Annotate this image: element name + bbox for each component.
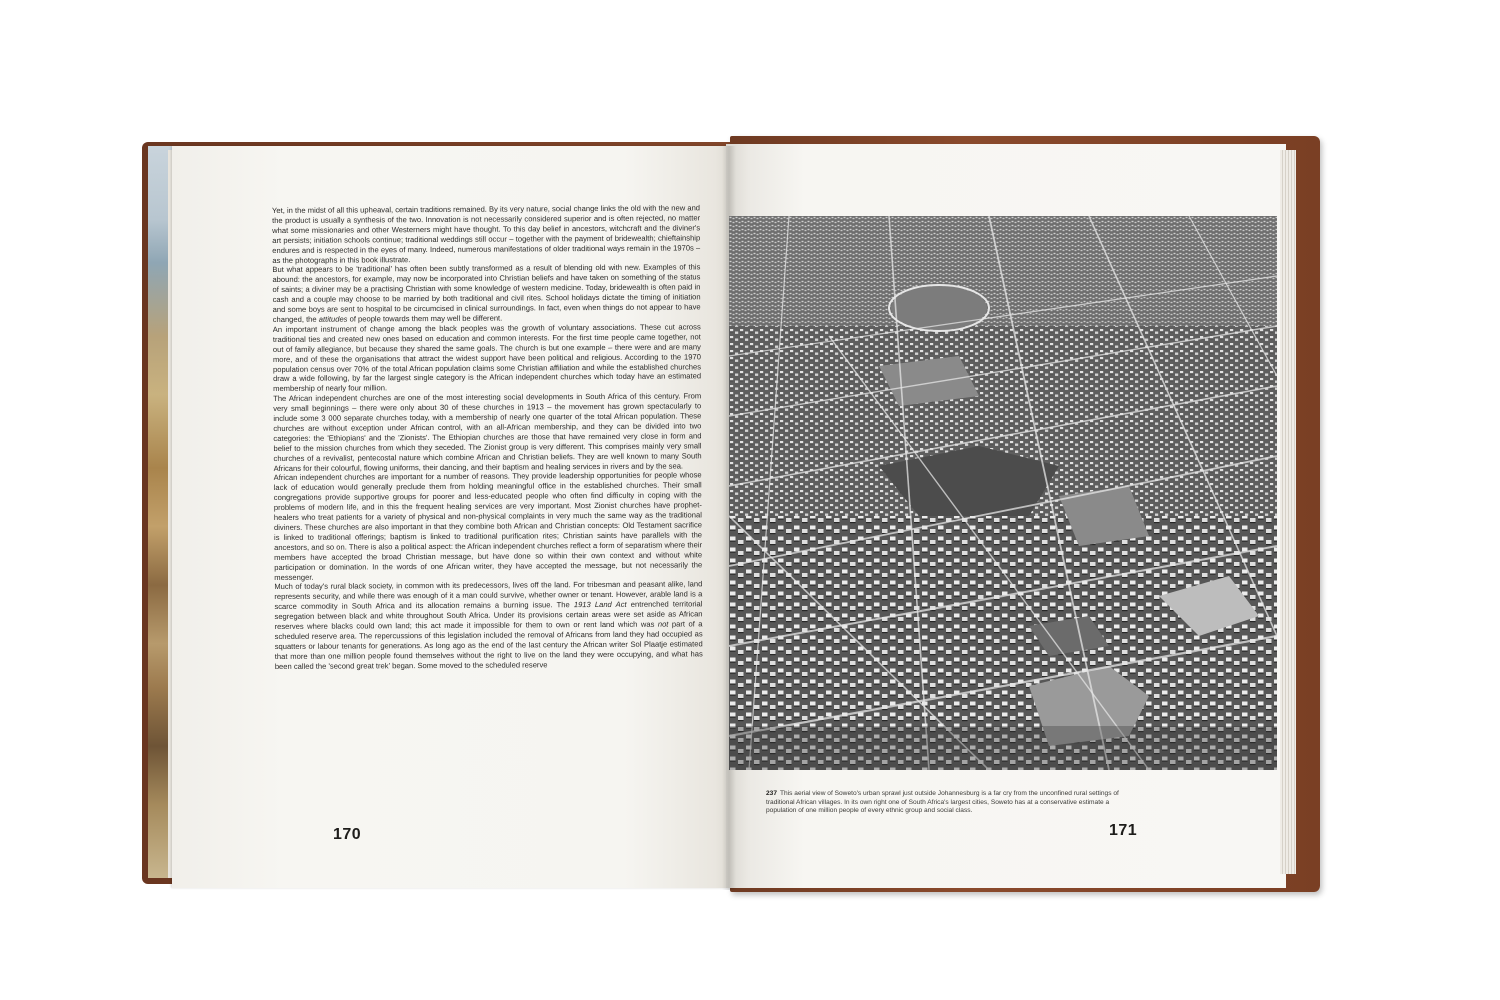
- paragraph: Much of today's rural black society, in common with its predecessors, lives off the land. For tribesman and peasant alike, land represents security, and while there was enough of it a man could survive, whether owner or tenant. However, arable land is a scarce commodity in South Africa and its allocation remains a burning issue. The 1913 Land Act entrenched territorial segregation between black and white throughout South Africa. Under its provisions certain areas were set aside as African reserves where blacks could own land; this act made it impossible for them to own or rent land which was not part of a scheduled reserve area. The repercussions of this legislation included the removal of Africans from land they had occupied as squatters or labour tenants for generations. As long ago as the end of the last century the African writer Sol Plaatje estimated that more than one million people found themselves without the right to live on the land they were occupying, and what has been called the 'second great trek' began. Some moved to the scheduled reserve: [274, 579, 703, 671]
- aerial-photo-graphic: [729, 216, 1277, 770]
- caption-number: 237: [766, 790, 778, 797]
- page-stack-right: [1280, 150, 1296, 874]
- body-text: [272, 203, 704, 820]
- paragraph: An important instrument of change among the black peoples was the growth of voluntary associations. These cut across traditional ties and created new ones based on education and common interests. For the first time people came together, not out of family allegiance, but because they shared the same goals. The church is but one example – there were and are many more, and of these the organisations that attract the widest support have been political and religious. According to the 1970 population census over 70% of the total African population claims some Christian affiliation and while the established churches draw a wide following, by far the largest single category is the African independent churches which today have an estimated membership of nearly four million.: [272, 322, 702, 394]
- paragraph: But what appears to be 'traditional' has often been subtly transformed as a result of blending old with new. Examples of this abound: the ancestors, for example, may now be incorporated into Christian beliefs and have taken on something of the status of saints; a diviner may be a practising Christian with some knowledge of western medicine. Today, bridewealth is often paid in cash and a couple may choose to be married by both traditional and civil rites. School holidays dictate the timing of initiation and some boys are sent to hospital to be circumcised in clinical surroundings. In fact, even when things do not appear to have changed, the attitudes of people towards them may well be different.: [272, 262, 701, 324]
- photo-caption: [766, 790, 1128, 816]
- paragraph: Yet, in the midst of all this upheaval, certain traditions remained. By its very nature, social change links the old with the new and the product is usually a synthesis of the two. Innovation is not necessarily considered superior and is often rejected, no matter what some missionaries and other Westerners might have thought. To this day belief in ancestors, witchcraft and the diviner's art persists; initiation schools continue; traditional weddings still occur – together with the payment of bridewealth; chieftainship endures and is respected in the eyes of many. Indeed, numerous manifestations of older traditional ways remain in the 1970s – as the photographs in this book illustrate.: [272, 203, 701, 265]
- aerial-photo-soweto: [729, 216, 1277, 770]
- page-number-right: 171: [1109, 822, 1138, 839]
- paragraph: African independent churches are important for a number of reasons. They provide leadership opportunities for people whose lack of education would generally preclude them from holding meaningful office in the established churches. Their small congregations provide supportive groups for poorer and less-educated people who often find difficulty in coping with the problems of modern life, and in this the frequent healing services are very important. Most Zionist churches have prophet-healers who treat patients for a variety of physical and non-physical complaints in very much the same way as the traditional diviners. These churches are also important in that they combine both African and Christian concepts: Old Testament sacrifice is linked to traditional offerings; baptism is linked to traditional purification rites; Christian saints have parallels with the ancestors, and so on. There is also a political aspect: the African independent churches reflect a form of separatism where their members have accepted the broad Christian message, but have done so within their own context and without white participation or domination. In the words of one African writer, they have accepted the message, but not necessarily the messenger.: [273, 470, 703, 582]
- paragraph: The African independent churches are one of the most interesting social developments in South Africa of this century. From very small beginnings – there were only about 30 of these churches in 1913 – the movement has grown spectacularly to include some 3 000 separate churches today, with a membership of nearly one quarter of the total African population. These churches are without exception under African control, with an all-African membership, and they can be divided into two categories: the 'Ethiopians' and the 'Zionists'. The Ethiopian churches are those that have remained very close in form and belief to the mission churches from which they seceded. The Zionist group is very different. This comprises mainly very small churches of a revivalist, pentecostal nature which combine African and Christian beliefs. They are well known to many South Africans for their colourful, flowing uniforms, their dancing, and their baptism and healing services in rivers and by the sea.: [273, 391, 702, 473]
- page-number-left: 170: [333, 826, 362, 843]
- caption-text: This aerial view of Soweto's urban sprawl just outside Johannesburg is a far cry from the unconfined rural settings of traditional African villages. In its own right one of South Africa's largest cities, Soweto has at a conservative estimate a population of one million people of every ethnic group and social class.: [766, 790, 1119, 815]
